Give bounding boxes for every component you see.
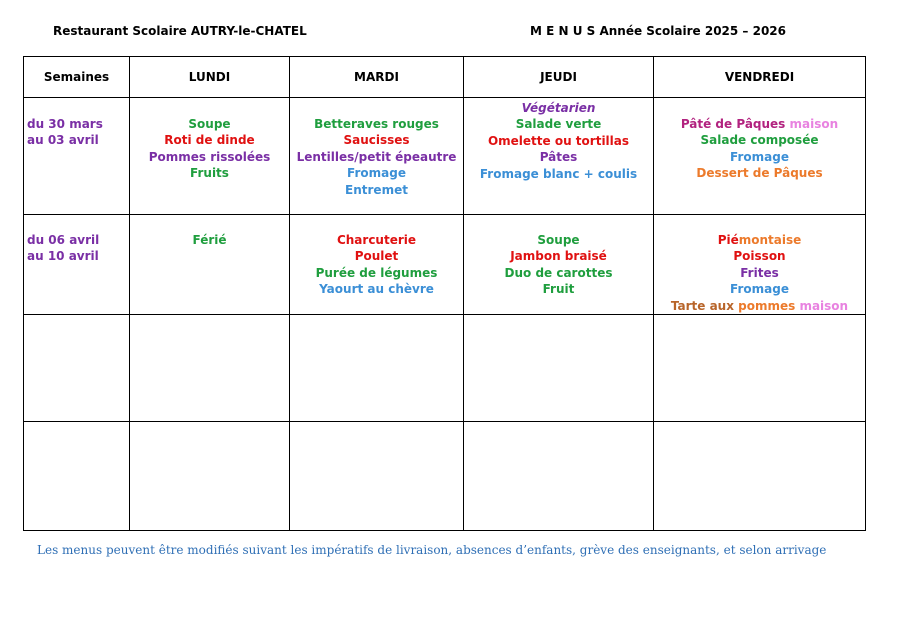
table-row	[24, 215, 866, 315]
table-row	[24, 98, 866, 215]
lundi-cell	[130, 215, 290, 315]
menu-item: Pâtes	[539, 150, 578, 165]
lundi-cell	[130, 98, 290, 215]
lundi-cell	[130, 422, 290, 531]
menu-item: Pommes rissolées	[148, 149, 271, 164]
menu-item-part: Tarte aux	[670, 298, 739, 313]
menu-item	[654, 298, 865, 314]
menu-item	[654, 116, 865, 132]
vendredi-cell	[654, 315, 866, 422]
menu-item-part: montaise	[738, 233, 802, 247]
week-cell	[24, 422, 130, 531]
menu-item: Fromage	[730, 282, 789, 297]
mardi-cell	[290, 215, 464, 315]
menu-item: Entremet	[345, 182, 408, 197]
col-header-jeudi: JEUDI	[464, 57, 654, 98]
menu-item: Fruits	[190, 166, 229, 181]
week-start: du 06 avril	[27, 233, 100, 247]
menu-item-part: Pâté de Pâques	[680, 117, 786, 131]
menu-item: Roti de dinde	[164, 133, 255, 148]
menu-item: Poulet	[354, 249, 399, 264]
table-row	[24, 315, 866, 422]
menu-item: Fromage blanc + coulis	[479, 166, 638, 181]
week-end: au 10 avril	[27, 249, 99, 264]
menu-item: Soupe	[188, 117, 231, 131]
menu-item: Salade composée	[700, 133, 819, 148]
lundi-cell	[130, 315, 290, 422]
mardi-cell	[290, 422, 464, 531]
menu-item	[654, 232, 865, 248]
week-cell	[24, 215, 130, 315]
vendredi-cell	[654, 215, 866, 315]
menus-year-title: M E N U S Année Scolaire 2025 – 2026	[530, 24, 786, 38]
jeudi-cell	[464, 98, 654, 215]
table-header-row	[24, 57, 866, 98]
col-header-vendredi: VENDREDI	[654, 57, 866, 98]
restaurant-title: Restaurant Scolaire AUTRY-le-CHATEL	[53, 24, 307, 38]
menu-item: Frites	[740, 265, 779, 280]
week-start: du 30 mars	[27, 117, 103, 131]
menu-item: Salade verte	[515, 117, 602, 132]
menu-item: Purée de légumes	[315, 265, 438, 280]
vendredi-cell	[654, 422, 866, 531]
footer-note: Les menus peuvent être modifiés suivant les impératifs de livraison, absences d’enfants, grève des enseignants, et selon arrivage	[37, 543, 827, 557]
menu-item: Végétarien	[521, 101, 596, 115]
vendredi-cell	[654, 98, 866, 215]
menu-table	[23, 56, 866, 531]
menu-item-part: maison	[799, 298, 849, 313]
menu-item: Dessert de Pâques	[696, 166, 823, 181]
week-cell	[24, 315, 130, 422]
week-end: au 03 avril	[27, 133, 99, 148]
menu-item: Omelette ou tortillas	[487, 133, 630, 148]
menu-item: Jambon braisé	[510, 249, 607, 264]
table-row	[24, 422, 866, 531]
col-header-semaines: Semaines	[24, 57, 130, 98]
week-cell	[24, 98, 130, 215]
col-header-mardi: MARDI	[290, 57, 464, 98]
menu-item: Soupe	[537, 233, 580, 247]
col-header-lundi: LUNDI	[130, 57, 290, 98]
menu-item: Saucisses	[343, 133, 410, 148]
menu-item-part: maison	[789, 117, 839, 131]
menu-item: Lentilles/petit épeautre	[296, 149, 457, 164]
menu-item: Betteraves rouges	[314, 117, 439, 131]
menu-item: Fruit	[542, 282, 575, 297]
jeudi-cell	[464, 215, 654, 315]
jeudi-cell	[464, 315, 654, 422]
menu-item: Duo de carottes	[504, 265, 613, 280]
jeudi-cell	[464, 422, 654, 531]
menu-item: Férié	[192, 233, 227, 247]
menu-item: Fromage	[730, 149, 789, 164]
mardi-cell	[290, 98, 464, 215]
mardi-cell	[290, 315, 464, 422]
menu-item: Yaourt au chèvre	[319, 282, 434, 297]
menu-item-part: Pié	[717, 233, 739, 247]
menu-item: Charcuterie	[336, 233, 417, 247]
menu-item: Poisson	[733, 249, 786, 264]
menu-item-part: pommes	[738, 298, 796, 313]
menu-item: Fromage	[347, 166, 406, 181]
